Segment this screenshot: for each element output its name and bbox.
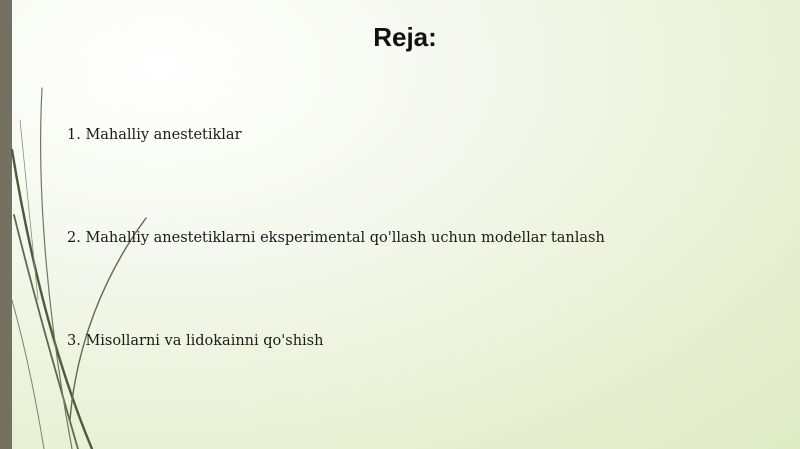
agenda-item-2: 2. Mahalliy anestetiklarni eksperimental qo'llash uchun modellar tanlash (67, 230, 605, 246)
agenda-item-1: 1. Mahalliy anestetiklar (67, 127, 242, 143)
slide-title: Reja: (373, 22, 437, 52)
agenda-item-3: 3. Misollarni va lidokainni qo'shish (67, 333, 324, 349)
